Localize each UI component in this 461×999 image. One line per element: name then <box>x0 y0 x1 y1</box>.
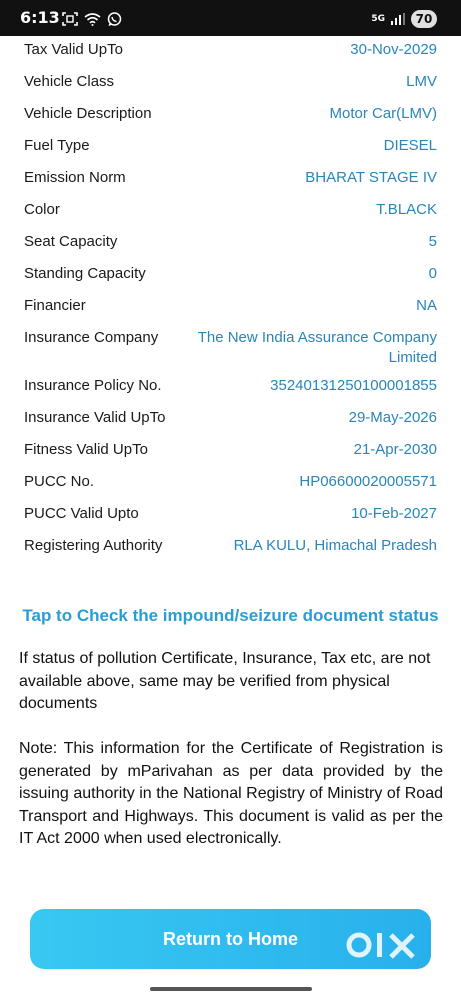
detail-value: BHARAT STAGE IV <box>305 169 437 186</box>
detail-value: DIESEL <box>383 137 437 154</box>
detail-label: Insurance Company <box>24 329 159 346</box>
navigation-handle[interactable] <box>150 987 312 991</box>
detail-label: Color <box>24 201 60 218</box>
detail-value: RLA KULU, Himachal Pradesh <box>233 537 437 554</box>
detail-value: HP06600020005571 <box>299 473 437 490</box>
detail-label: Seat Capacity <box>24 233 118 250</box>
network-type: 5G <box>371 13 385 24</box>
detail-label: Insurance Valid UpTo <box>24 409 166 426</box>
battery-indicator: 70 <box>411 10 437 28</box>
detail-label: Vehicle Class <box>24 73 115 90</box>
detail-value: 35240131250100001855 <box>270 377 437 394</box>
detail-value: LMV <box>406 73 437 90</box>
detail-label: Insurance Policy No. <box>24 377 162 394</box>
detail-label: Standing Capacity <box>24 265 146 282</box>
detail-label: PUCC No. <box>24 473 95 490</box>
wifi-icon <box>84 12 101 26</box>
detail-label: Fitness Valid UpTo <box>24 441 148 458</box>
detail-value: 0 <box>428 265 437 282</box>
signal-icon <box>391 13 405 25</box>
note-text: Note: This information for the Certificate of Registration is generated by mParivahan as per data provided by the issuing authority in the National Registry of Ministry of Road Transport and Highways. This document is valid as per the IT Act 2000 when used electronically. <box>19 740 443 847</box>
detail-value: T.BLACK <box>376 201 437 218</box>
status-icons-right <box>371 9 437 29</box>
detail-label: Vehicle Description <box>24 105 152 122</box>
whatsapp-icon <box>107 12 122 27</box>
screenshot-icon <box>62 12 78 26</box>
detail-value: 5 <box>428 233 437 250</box>
return-home-button[interactable]: Return to Home <box>30 909 431 969</box>
detail-label: Tax Valid UpTo <box>24 41 123 58</box>
disclaimer-text: If status of pollution Certificate, Insurance, Tax etc, are not available above, same may be verified from physical documents <box>19 650 431 712</box>
detail-label: Registering Authority <box>24 537 163 554</box>
detail-value: 10-Feb-2027 <box>351 505 437 522</box>
detail-label: Fuel Type <box>24 137 90 154</box>
detail-label: Emission Norm <box>24 169 126 186</box>
detail-value: 21-Apr-2030 <box>353 441 437 458</box>
detail-value: The New India Assurance Company Limited <box>197 329 437 366</box>
detail-label: PUCC Valid Upto <box>24 505 139 522</box>
status-time: 6:13 <box>20 8 60 27</box>
impound-status-link[interactable]: Tap to Check the impound/seizure document status <box>22 606 439 625</box>
detail-value: 29-May-2026 <box>348 409 437 426</box>
detail-value: 30-Nov-2029 <box>350 41 437 58</box>
detail-label: Financier <box>24 297 86 314</box>
detail-value: Motor Car(LMV) <box>329 105 437 122</box>
status-icons-left <box>62 11 122 27</box>
olx-watermark-logo <box>345 930 425 960</box>
status-bar <box>0 0 461 36</box>
detail-value: NA <box>416 297 437 314</box>
